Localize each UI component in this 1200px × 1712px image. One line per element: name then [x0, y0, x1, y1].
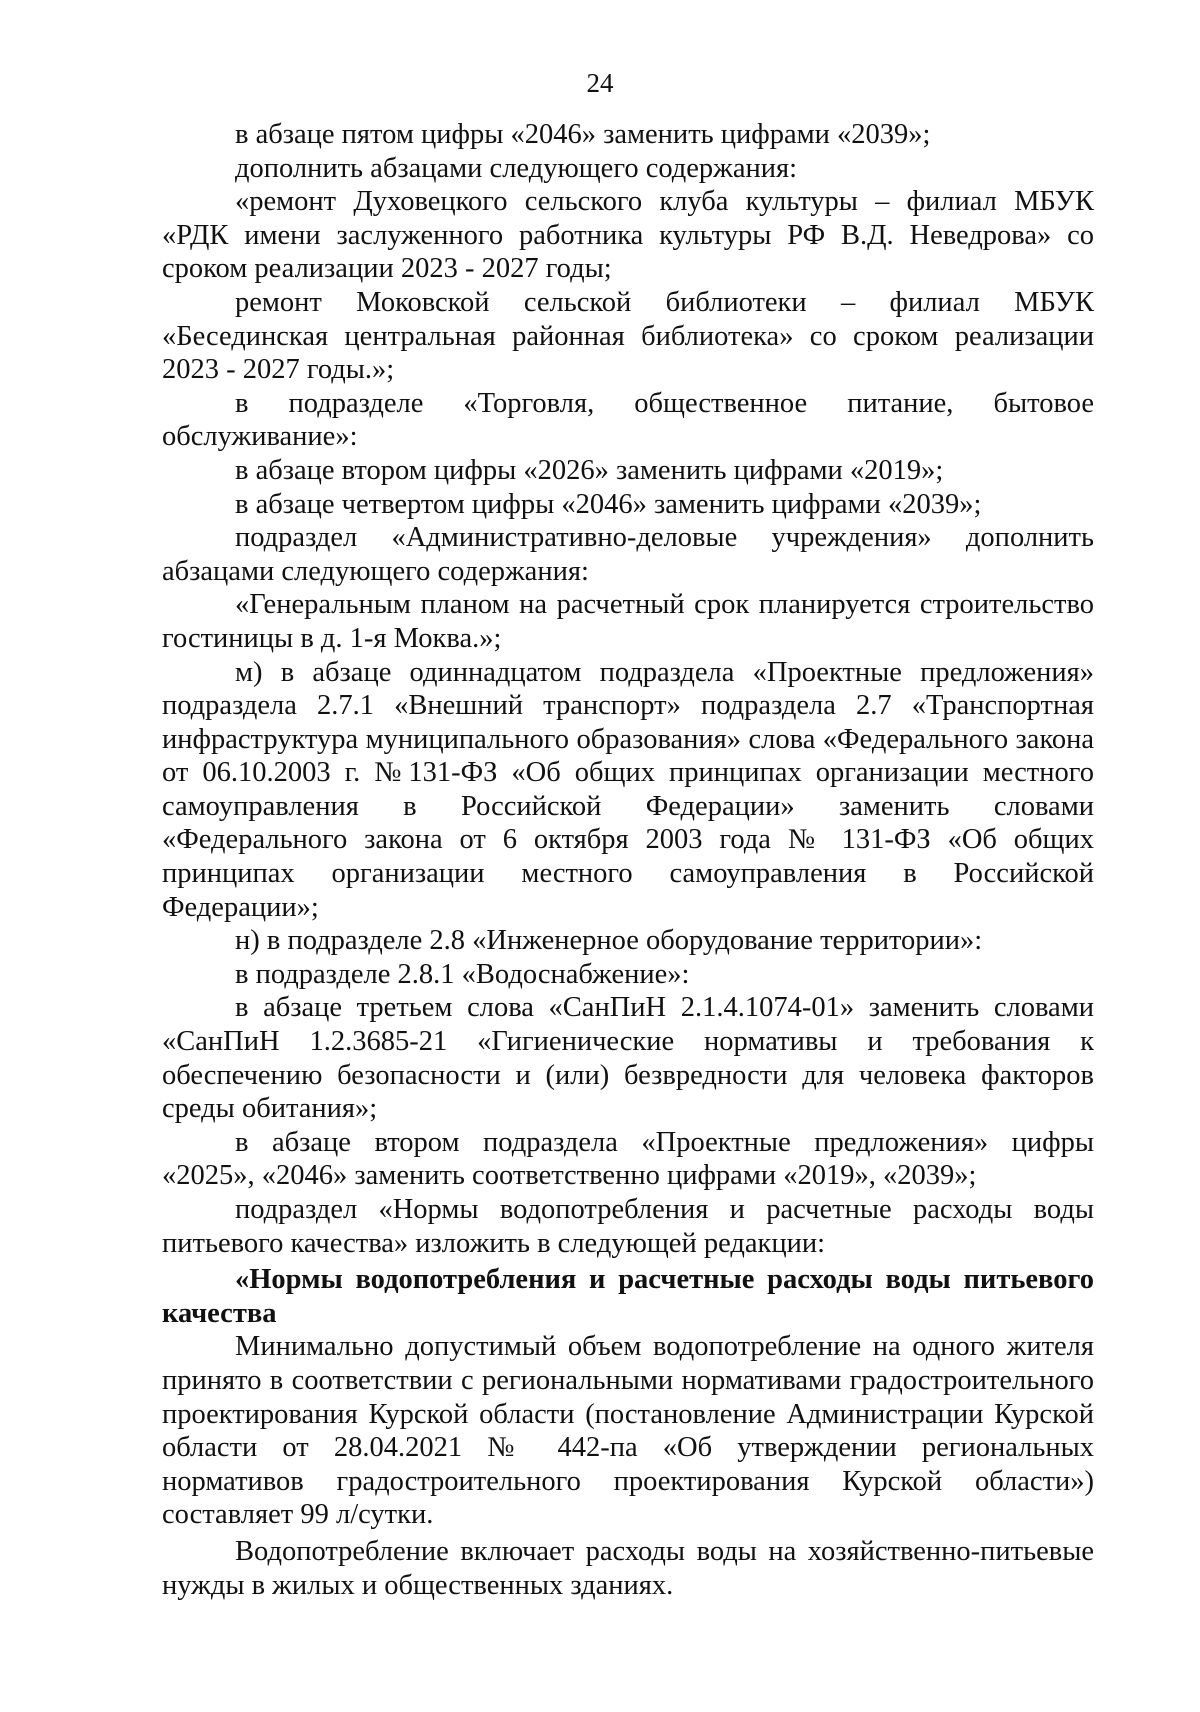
paragraph-10: м) в абзаце одиннадцатом подраздела «Проектные предложения» подраздела 2.7.1 «Внешний транспорт» подраздела 2.7 «Транспортная инфраструктура муниципального образования» слова «Федерального закона от 06.10.2003 г. №131-ФЗ «Об общих принципах организации местного самоуправления в Российской Федерации» заменить словами «Федерального закона от 6 октября 2003 года № 131-ФЗ «Об общих принципах организации местного самоуправления в Российской Федерации»; — [162, 656, 1094, 923]
paragraph-17: Водопотребление включает расходы воды на хозяйственно-питьевые нужды в жилых и общественных зданиях. — [162, 1535, 1094, 1601]
paragraph-1: в абзаце пятом цифры «2046» заменить цифрами «2039»; — [235, 119, 931, 150]
paragraph-15: подраздел «Нормы водопотребления и расчетные расходы воды питьевого качества» изложить в следующей редакции: — [162, 1194, 1094, 1259]
paragraph-11: н) в подразделе 2.8 «Инженерное оборудование территории»: — [235, 925, 983, 957]
paragraph-8: подраздел «Административно-деловые учреждения» дополнить абзацами следующего содержания: — [162, 522, 1094, 587]
paragraph-14: в абзаце втором подраздела «Проектные предложения» цифры «2025», «2046» заменить соответственно цифрами «2019», «2039»; — [162, 1126, 1094, 1192]
paragraph-13: в абзаце третьем слова «СанПиН 2.1.4.1074-01» заменить словами «СанПиН 1.2.3685-21 «Гигиенические нормативы и требования к обеспечению безопасности и (или) безвредности для человека факторов среды обитания»; — [162, 992, 1094, 1125]
paragraph-2: дополнить абзацами следующего содержания: — [235, 152, 798, 184]
paragraph-6: в абзаце втором цифры «2026» заменить цифрами «2019»; — [235, 454, 944, 486]
paragraph-4: ремонт Моковской сельской библиотеки – филиал МБУК «Бесединская центральная районная библиотека» со сроком реализации 2023 - 2027 годы.»; — [162, 286, 1094, 386]
paragraph-3: «ремонт Духовецкого сельского клуба культуры – филиал МБУК «РДК имени заслуженного работника культуры РФ В.Д. Неведрова» со сроком реализации 2023 - 2027 годы; — [162, 186, 1094, 285]
paragraph-9: «Генеральным планом на расчетный срок планируется строительство гостиницы в д. 1-я Моква.»; — [162, 589, 1094, 654]
paragraph-5: в подразделе «Торговля, общественное питание, бытовое обслуживание»: — [162, 387, 1094, 453]
section-heading: «Нормы водопотребления и расчетные расходы воды питьевого качества — [162, 1264, 1094, 1329]
paragraph-7: в абзаце четвертом цифры «2046» заменить цифрами «2039»; — [235, 488, 982, 520]
paragraph-12: в подразделе 2.8.1 «Водоснабжение»: — [235, 958, 690, 990]
paragraph-16: Минимально допустимый объем водопотребление на одного жителя принято в соответствии с региональными нормативами градостроительного проектирования Курской области (постановление Администрации Курской области от 28.04.2021 № 442-па «Об утверждении региональных нормативов градостроительного проектирования Курской области») составляет 99 л/сутки. — [162, 1331, 1094, 1531]
document-body — [162, 118, 1094, 1602]
page-number: 24 — [586, 68, 614, 98]
